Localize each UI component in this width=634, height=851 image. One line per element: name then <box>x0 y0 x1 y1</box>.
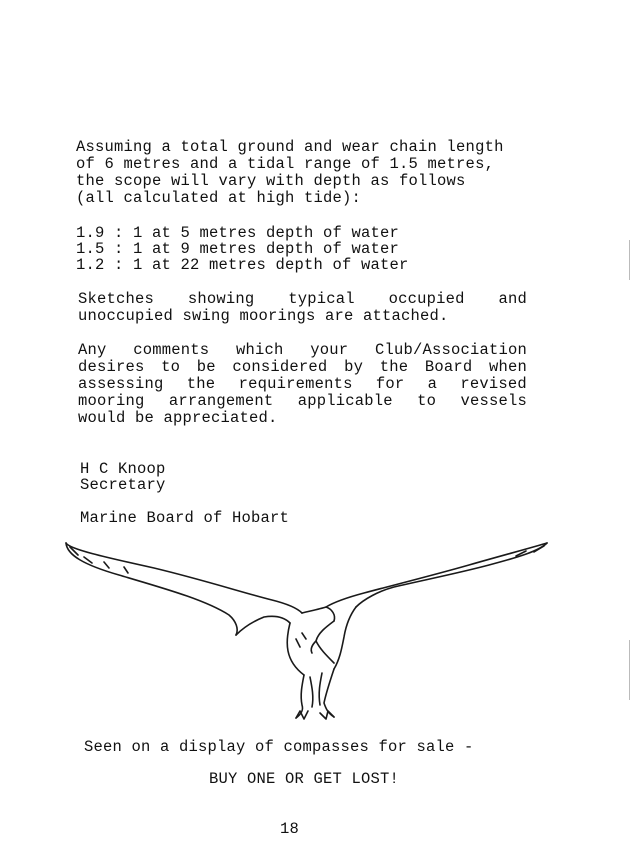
word: for <box>375 375 405 393</box>
word: typical <box>288 290 355 308</box>
scan-edge-mark <box>629 240 630 280</box>
paragraph1-line1: Assuming a total ground and wear chain length <box>76 138 504 156</box>
signature-organisation: Marine Board of Hobart <box>80 509 290 527</box>
word: the <box>379 358 409 376</box>
word: Any <box>78 341 107 359</box>
signature-title: Secretary <box>80 476 166 494</box>
paragraph3-line5: would be appreciated. <box>78 409 278 427</box>
paragraph3-line4 <box>78 393 527 410</box>
ratio-line-2: 1.5 : 1 at 9 metres depth of water <box>76 240 400 258</box>
word: which <box>235 341 284 359</box>
word: vessels <box>460 392 527 410</box>
word: Sketches <box>78 290 155 308</box>
word: revised <box>460 375 527 393</box>
paragraph1-line2: of 6 metres and a tidal range of 1.5 metres, <box>76 155 495 173</box>
ratio-line-1: 1.9 : 1 at 5 metres depth of water <box>76 224 400 242</box>
scan-edge-mark <box>629 640 630 700</box>
word: applicable <box>297 392 393 410</box>
paragraph3-line2 <box>78 359 527 376</box>
word: Club/Association <box>374 341 527 359</box>
paragraph1-line4: (all calculated at high tide): <box>76 189 362 207</box>
ratio-line-3: 1.2 : 1 at 22 metres depth of water <box>76 256 409 274</box>
word: the <box>186 375 216 393</box>
word: and <box>498 290 527 308</box>
caption-line-2: BUY ONE OR GET LOST! <box>209 770 400 788</box>
word: arrangement <box>168 392 274 410</box>
word: requirements <box>238 375 353 393</box>
paragraph2-line1 <box>78 291 527 308</box>
word: showing <box>187 290 255 308</box>
paragraph2-line2: unoccupied swing moorings are attached. <box>78 307 449 325</box>
word: desires <box>78 358 145 376</box>
word: occupied <box>388 290 465 308</box>
word: mooring <box>78 392 145 410</box>
word: be <box>196 358 216 376</box>
soaring-bird-sketch-icon <box>64 535 550 725</box>
caption-line-1: Seen on a display of compasses for sale - <box>84 738 474 756</box>
word: by <box>344 358 364 376</box>
paragraph3-line3 <box>78 376 527 393</box>
word: Board <box>424 358 473 376</box>
page-number: 18 <box>280 820 300 838</box>
word: to <box>161 358 181 376</box>
word: when <box>488 358 527 376</box>
word: a <box>427 375 438 393</box>
word: considered <box>232 358 328 376</box>
word: assessing <box>78 375 164 393</box>
signature-name: H C Knoop <box>80 460 166 478</box>
paragraph3-line1 <box>78 342 527 359</box>
word: your <box>310 341 349 359</box>
word: to <box>417 392 437 410</box>
paragraph1-line3: the scope will vary with depth as follows <box>76 172 466 190</box>
word: comments <box>133 341 210 359</box>
